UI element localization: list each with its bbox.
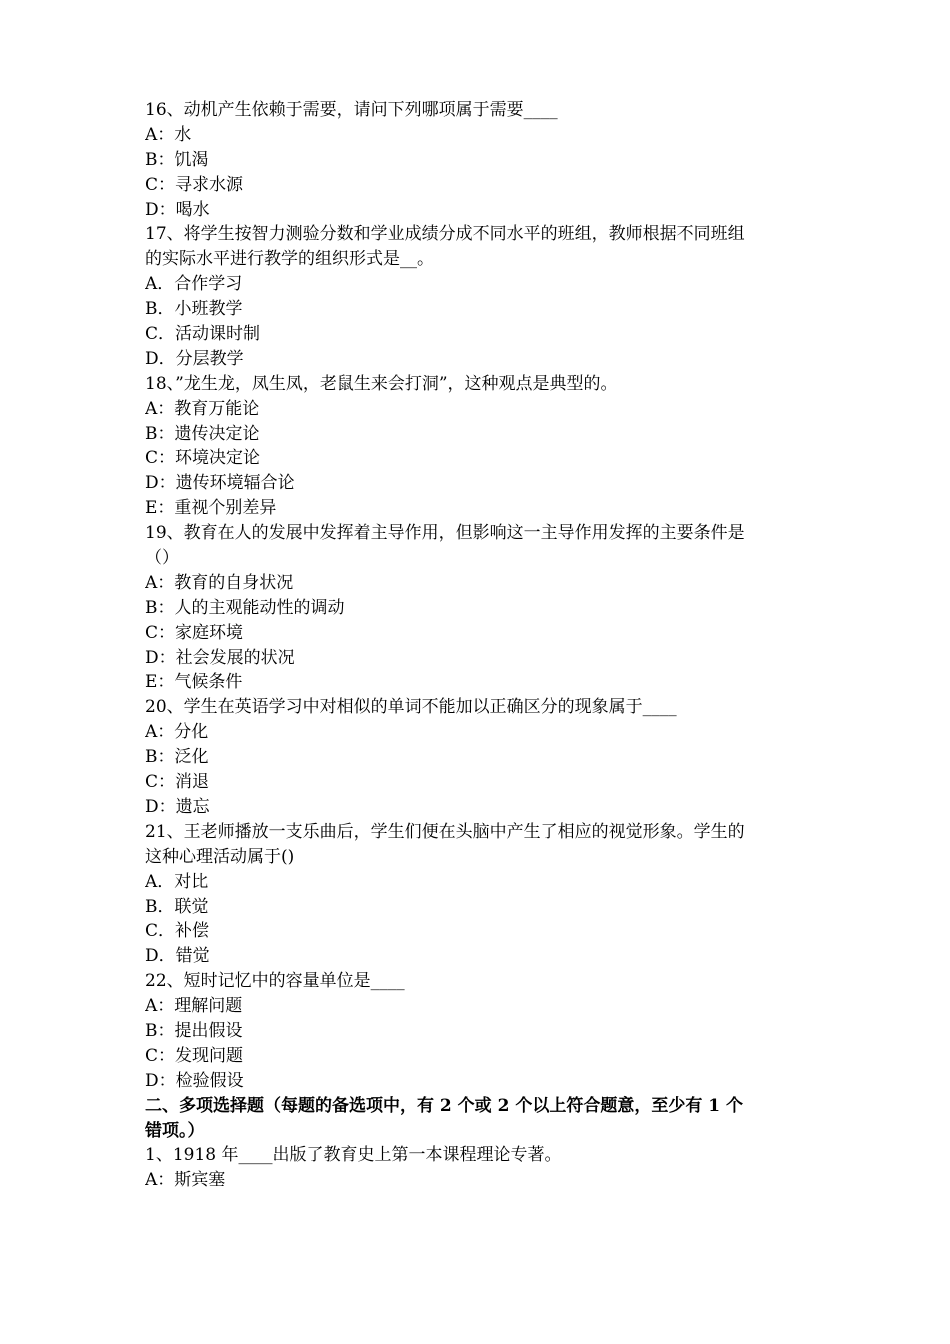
text-line: 19、教育在人的发展中发挥着主导作用，但影响这一主导作用发挥的主要条件是	[145, 523, 745, 544]
text-line: D．分层教学	[145, 348, 244, 369]
text-line: 的实际水平进行教学的组织形式是__。	[145, 249, 434, 270]
text-line: E：气候条件	[145, 672, 243, 693]
text-line: B．联觉	[145, 896, 209, 917]
text-line: 17、将学生按智力测验分数和学业成绩分成不同水平的班组，教师根据不同班组	[145, 224, 745, 245]
text-line: 22、短时记忆中的容量单位是____	[145, 971, 405, 992]
text-line: C：寻求水源	[145, 174, 244, 195]
section-heading-line: 二、多项选择题（每题的备选项中，有 2 个或 2 个以上符合题意，至少有 1 个	[145, 1095, 743, 1116]
text-line: 这种心理活动属于()	[145, 846, 295, 867]
text-line: D：遗忘	[145, 796, 210, 817]
text-line: A：斯宾塞	[145, 1170, 226, 1191]
section-heading-line: 错项。）	[145, 1120, 205, 1141]
text-line: B：人的主观能动性的调动	[145, 597, 345, 618]
text-line: B：遗传决定论	[145, 423, 260, 444]
text-line: D：遗传环境辐合论	[145, 473, 295, 494]
text-line: C．活动课时制	[145, 324, 261, 345]
text-line: C：消退	[145, 772, 210, 793]
text-line: A：教育的自身状况	[145, 572, 294, 593]
text-line: D：检验假设	[145, 1070, 244, 1091]
text-line: E：重视个别差异	[145, 498, 277, 519]
text-line: D．错觉	[145, 946, 210, 967]
text-line: C：发现问题	[145, 1045, 244, 1066]
text-line: 18、”龙生龙，凤生凤，老鼠生来会打洞”，这种观点是典型的。	[145, 373, 618, 394]
text-line: A．对比	[145, 871, 209, 892]
text-line: C：家庭环境	[145, 622, 244, 643]
text-line: （）	[145, 548, 179, 569]
text-line: 1、1918 年____出版了教育史上第一本课程理论专著。	[145, 1145, 562, 1166]
text-line: B：饥渴	[145, 149, 209, 170]
text-line: A：理解问题	[145, 996, 243, 1017]
text-line: C：环境决定论	[145, 448, 261, 469]
text-line: B．小班教学	[145, 299, 243, 320]
text-line: D：社会发展的状况	[145, 647, 295, 668]
text-line: 16、动机产生依赖于需要，请问下列哪项属于需要____	[145, 100, 558, 120]
text-line: A：水	[145, 124, 192, 145]
text-line: B：泛化	[145, 747, 209, 768]
text-line: 21、王老师播放一支乐曲后，学生们便在头脑中产生了相应的视觉形象。学生的	[145, 821, 745, 842]
text-line: A：教育万能论	[145, 398, 260, 419]
text-line: B：提出假设	[145, 1020, 243, 1041]
text-line: A：分化	[145, 722, 209, 743]
text-line: D：喝水	[145, 199, 210, 220]
text-line: A．合作学习	[145, 274, 243, 295]
text-line: C．补偿	[145, 921, 210, 942]
document-page	[145, 98, 810, 1193]
text-line: 20、学生在英语学习中对相似的单词不能加以正确区分的现象属于____	[145, 697, 677, 718]
